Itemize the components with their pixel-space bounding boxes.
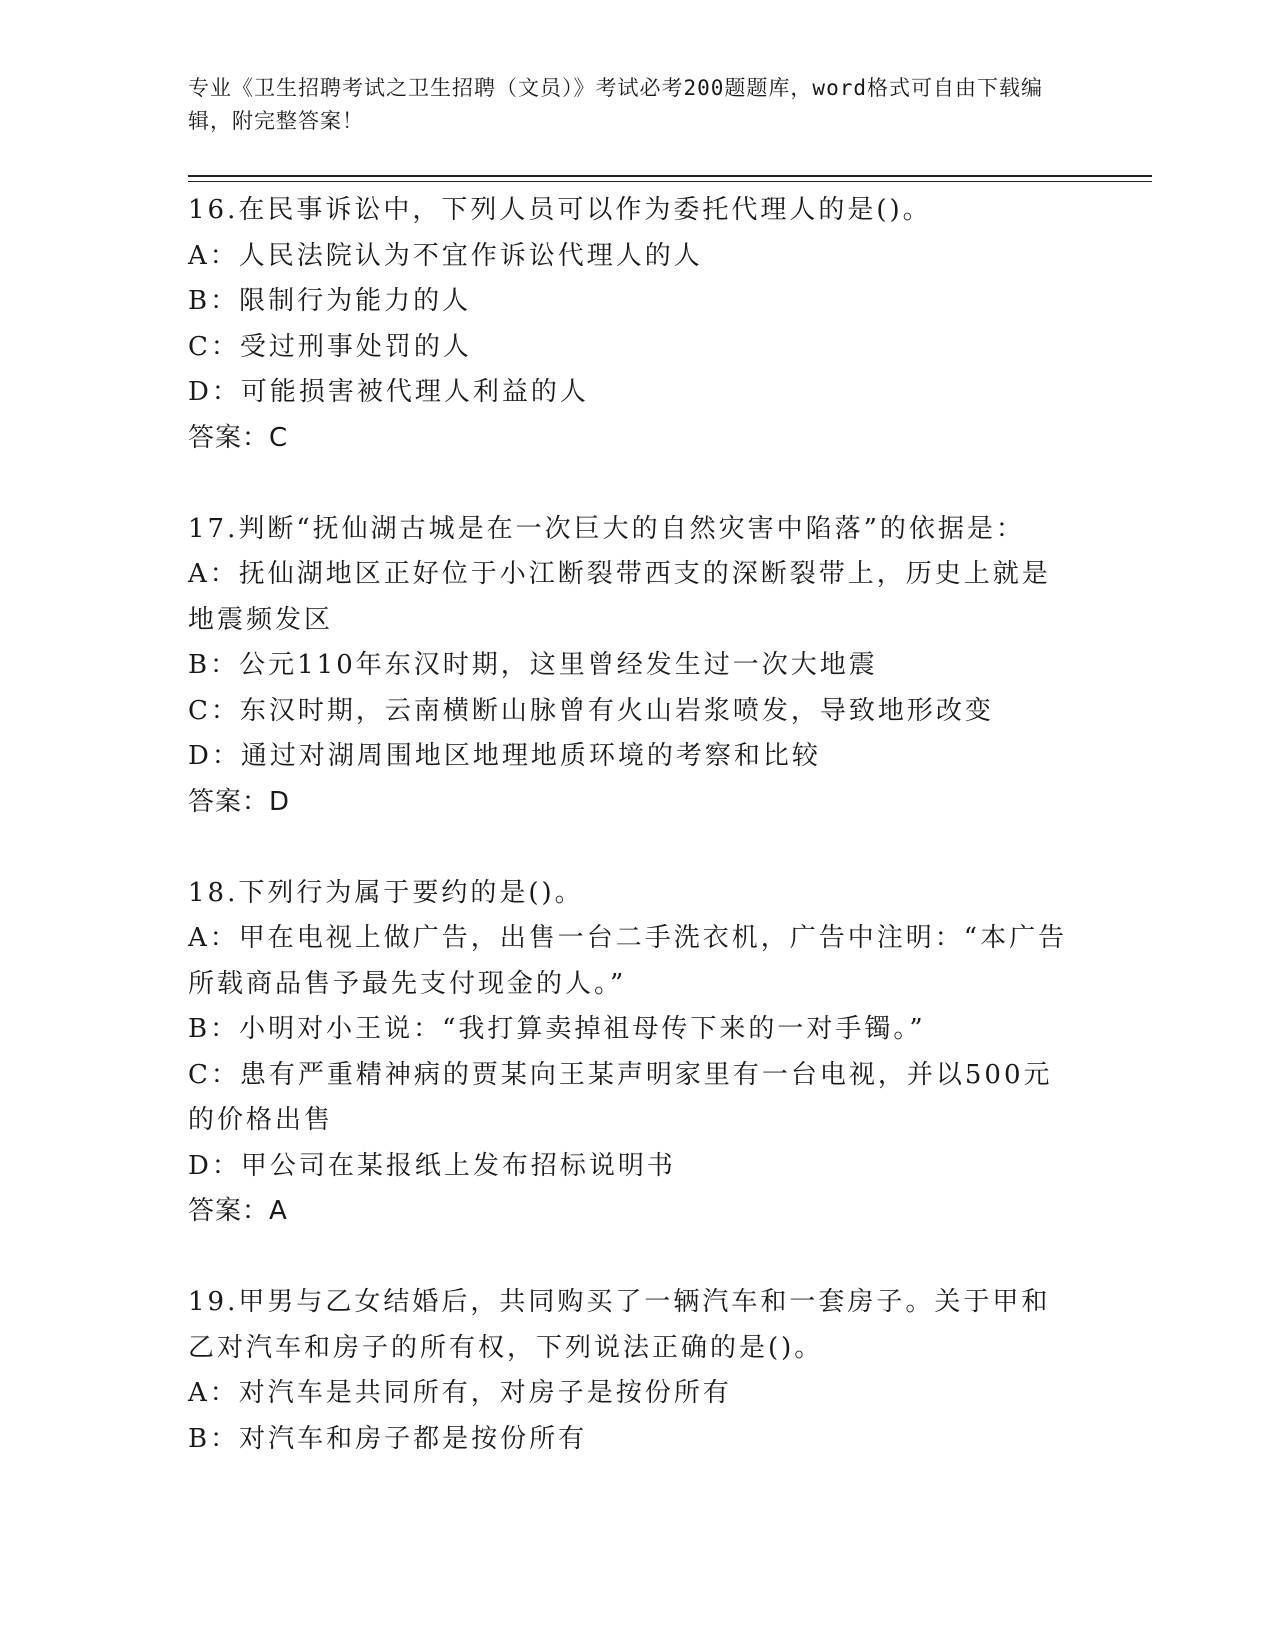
option-a: A：对汽车是共同所有，对房子是按份所有 bbox=[188, 1378, 732, 1408]
option-a: A：甲在电视上做广告，出售一台二手洗衣机，广告中注明：“本广告所载商品售予最先支付现金的人。” bbox=[188, 923, 1068, 999]
answer-line: 答案：A bbox=[188, 1196, 288, 1226]
option-d: D：甲公司在某报纸上发布招标说明书 bbox=[188, 1150, 676, 1181]
question-stem: 18.下列行为属于要约的是()。 bbox=[188, 877, 584, 908]
option-c: C：东汉时期，云南横断山脉曾有火山岩浆喷发，导致地形改变 bbox=[188, 695, 994, 726]
option-b: B：小明对小王说：“我打算卖掉祖母传下来的一对手镯。” bbox=[188, 1014, 926, 1044]
question-17 bbox=[188, 507, 1068, 826]
header-divider-thick bbox=[188, 175, 1152, 177]
option-d: D：可能损害被代理人利益的人 bbox=[188, 377, 589, 407]
option-b: B：限制行为能力的人 bbox=[188, 286, 472, 316]
question-19 bbox=[188, 1280, 1068, 1462]
answer-line: 答案：C bbox=[188, 422, 289, 453]
option-a: A：抚仙湖地区正好位于小江断裂带西支的深断裂带上，历史上就是地震频发区 bbox=[188, 559, 1051, 635]
question-list bbox=[188, 188, 1068, 1508]
question-stem: 17.判断“抚仙湖古城是在一次巨大的自然灾害中陷落”的依据是： bbox=[188, 513, 1025, 544]
question-18 bbox=[188, 871, 1068, 1235]
question-16 bbox=[188, 188, 1068, 461]
option-c: C：患有严重精神病的贾某向王某声明家里有一台电视，并以500元的价格出售 bbox=[188, 1059, 1053, 1135]
document-header: 专业《卫生招聘考试之卫生招聘（文员）》考试必考200题题库，word格式可自由下载编辑，附完整答案！ bbox=[188, 76, 1043, 133]
option-d: D：通过对湖周围地区地理地质环境的考察和比较 bbox=[188, 741, 821, 771]
question-stem: 16.在民事诉讼中，下列人员可以作为委托代理人的是()。 bbox=[188, 195, 932, 225]
option-c: C：受过刑事处罚的人 bbox=[188, 331, 472, 362]
header-divider-thin bbox=[188, 181, 1152, 182]
option-b: B：公元110年东汉时期，这里曾经发生过一次大地震 bbox=[188, 650, 878, 680]
question-stem: 19.甲男与乙女结婚后，共同购买了一辆汽车和一套房子。关于甲和乙对汽车和房子的所有权，下列说法正确的是()。 bbox=[188, 1287, 1051, 1363]
option-a: A：人民法院认为不宜作诉讼代理人的人 bbox=[188, 240, 703, 271]
answer-line: 答案：D bbox=[188, 786, 291, 817]
option-b: B：对汽车和房子都是按份所有 bbox=[188, 1423, 588, 1454]
